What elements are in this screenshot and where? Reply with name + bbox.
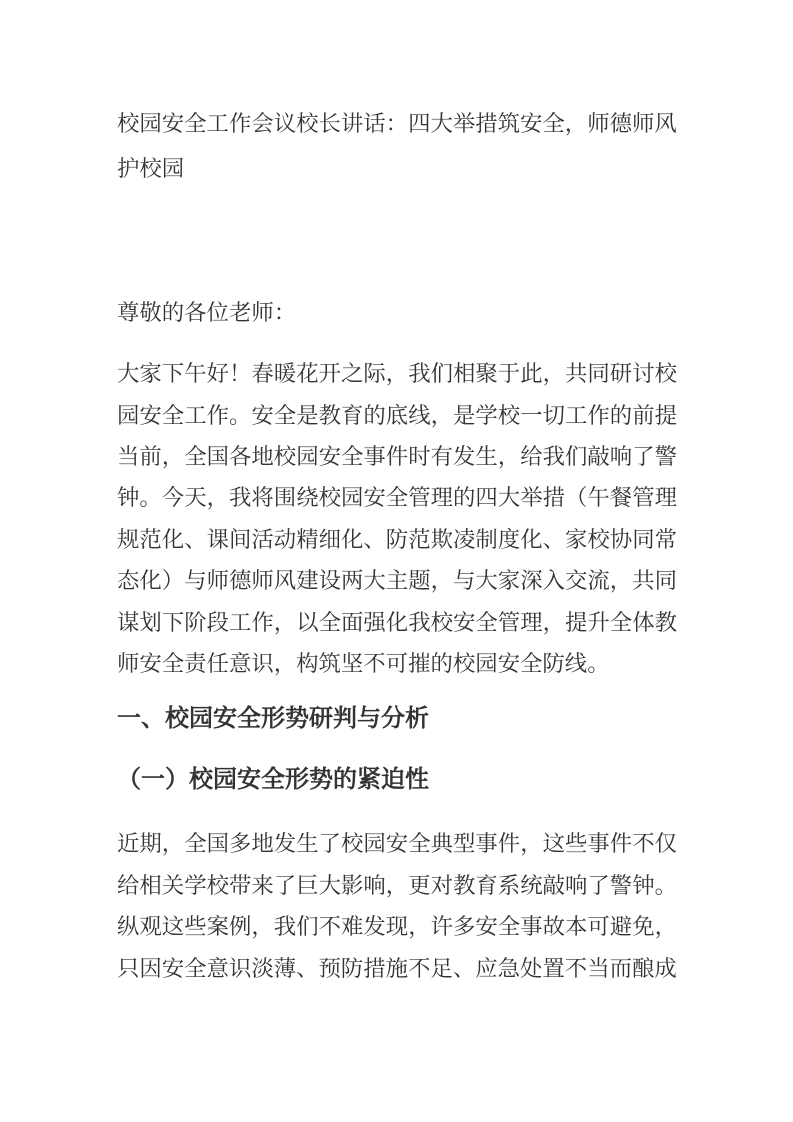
salutation: 尊敬的各位老师： — [117, 299, 297, 325]
section-1-heading: 一、校园安全形势研判与分析 — [117, 704, 429, 732]
opening-paragraph: 大家下午好！春暖花开之际，我们相聚于此，共同研讨校园安全工作。安全是教育的底线，是学校一切工作的前提当前，全国各地校园安全事件时有发生，给我们敲响了警钟。今天，我将围绕校园安全管理的四大举措（午餐管理规范化、课间活动精细化、防范欺凌制度化、家校协同常态化）与师德师风建设两大主题，与大家深入交流，共同谋划下阶段工作，以全面强化我校安全管理，提升全体教师安全责任意识，构筑坚不可摧的校园安全防线。 — [117, 361, 677, 677]
document-title: 校园安全工作会议校长讲话：四大举措筑安全，师德师风护校园 — [117, 111, 677, 181]
section-1-subsection-1-paragraph: 近期，全国多地发生了校园安全典型事件，这些事件不仅给相关学校带来了巨大影响，更对教育系统敲响了警钟。纵观这些案例，我们不难发现，许多安全事故本可避免，只因安全意识淡薄、预防措施不足、应急处置不当而酿成 — [117, 831, 677, 981]
section-1-subsection-1-heading: （一）校园安全形势的紧迫性 — [117, 766, 429, 793]
